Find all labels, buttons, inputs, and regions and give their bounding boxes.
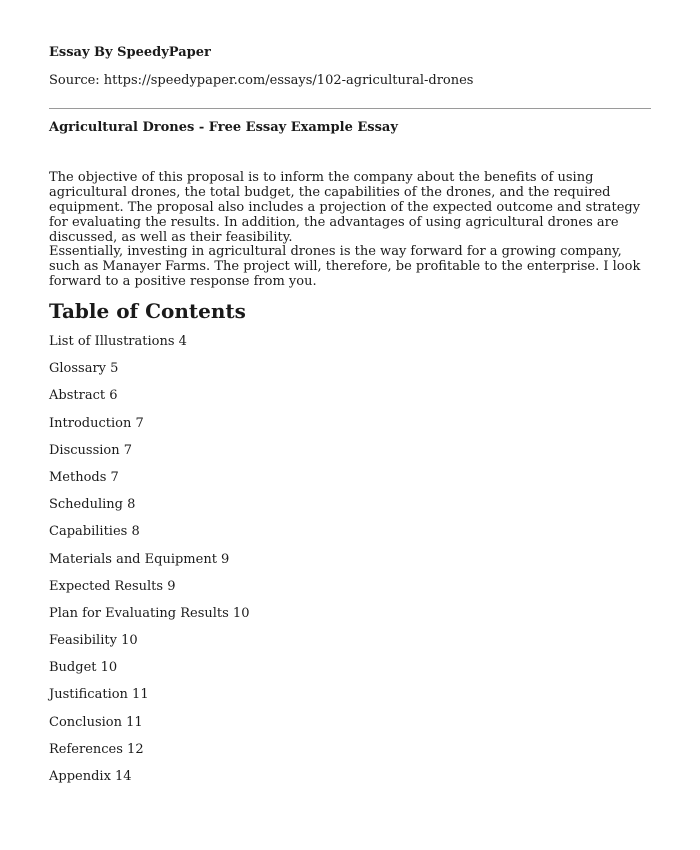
toc-item: Introduction 7 <box>49 415 144 431</box>
toc-item: Discussion 7 <box>49 442 133 458</box>
toc-item: List of Illustrations 4 <box>49 334 187 349</box>
header-divider <box>49 108 651 109</box>
toc-item: References 12 <box>49 741 144 757</box>
toc-item: Scheduling 8 <box>49 497 136 513</box>
toc-item: Budget 10 <box>49 660 118 676</box>
toc-item: Capabilities 8 <box>49 524 140 540</box>
toc-item: Expected Results 9 <box>49 578 176 594</box>
document-title: Agricultural Drones - Free Essay Example Essay <box>49 120 398 135</box>
toc-item: Glossary 5 <box>49 361 119 377</box>
toc-list <box>49 333 249 795</box>
toc-item: Plan for Evaluating Results 10 <box>49 605 250 621</box>
toc-item: Feasibility 10 <box>49 633 138 649</box>
toc-item: Materials and Equipment 9 <box>49 551 230 567</box>
source-line: Source: https://speedypaper.com/essays/102-agricultural-drones <box>49 73 474 88</box>
toc-item: Methods 7 <box>49 469 119 485</box>
toc-item: Justification 11 <box>49 687 149 703</box>
toc-item: Appendix 14 <box>49 769 132 784</box>
toc-item: Conclusion 11 <box>49 714 143 730</box>
body-paragraph: Essentially, investing in agricultural drones is the way forward for a growing company, such as Manayer Farms. The project will, therefore, be profitable to the enterprise. I look forward to a positive response from you. <box>49 244 641 289</box>
brand-label: Essay By SpeedyPaper <box>49 45 211 60</box>
toc-item: Abstract 6 <box>49 388 118 404</box>
body-paragraph: The objective of this proposal is to inform the company about the benefits of using agricultural drones, the total budget, the capabilities of the drones, and the required equipment. The proposal also includes a projection of the expected outcome and strategy for evaluating the results. In addition, the advantages of using agricultural drones are discussed, as well as their feasibility. <box>49 170 641 245</box>
toc-heading: Table of Contents <box>49 299 246 323</box>
